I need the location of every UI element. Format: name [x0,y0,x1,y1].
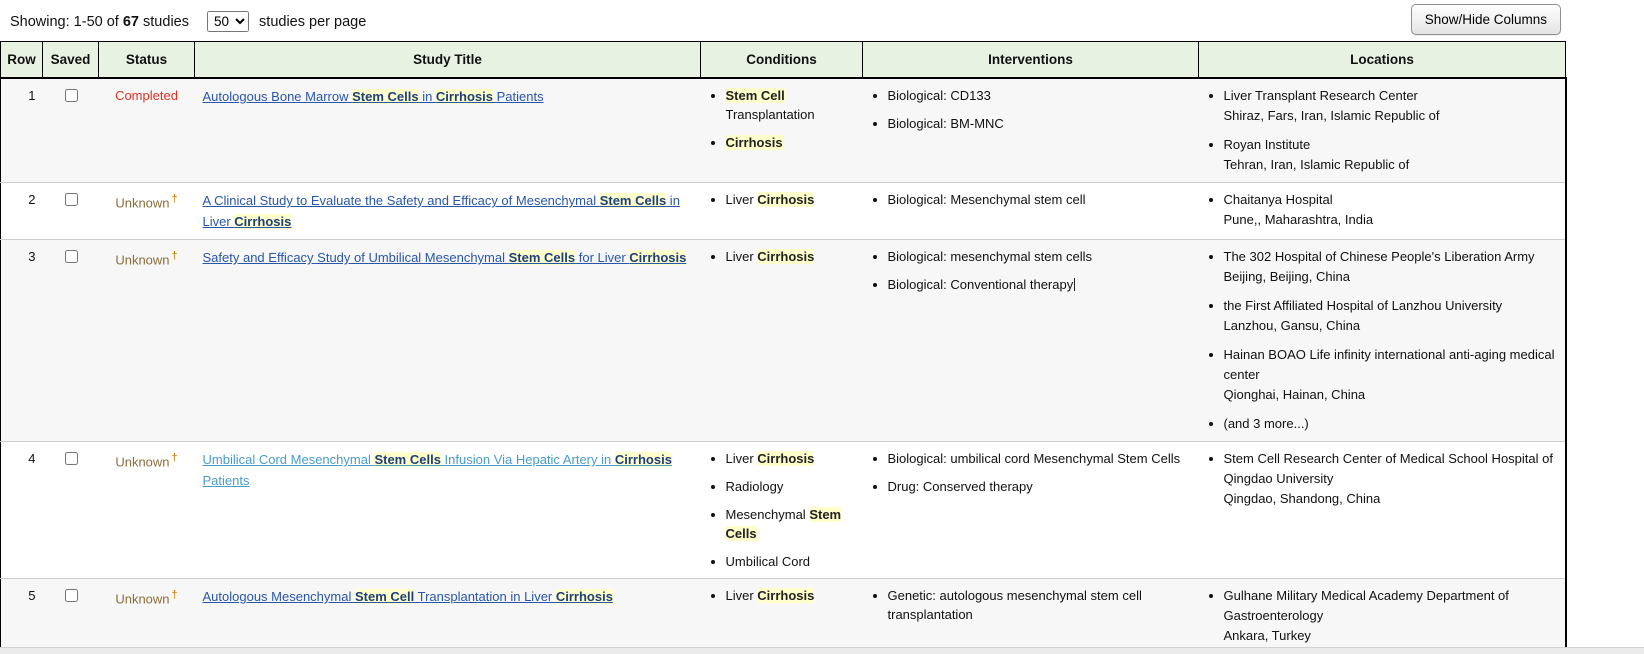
intervention-item: • Biological: Conventional therapy [888,275,1191,294]
total-studies-count: 67 [122,14,139,30]
locations-cell [1199,183,1566,240]
per-page-label: studies per page [259,14,367,30]
status-badge: Unknown [115,454,170,470]
text-segment: for Liver [575,250,630,265]
highlighted-term: Stem Cells [352,89,419,104]
interventions-list [871,586,1191,624]
header-locations: Locations [1199,42,1566,79]
highlighted-term: Stem Cells [374,452,441,467]
location-item [1224,247,1557,287]
text-segment: Umbilical Cord Mesenchymal [202,452,375,467]
highlighted-term: Cirrhosis [555,589,613,604]
status-cell [99,183,195,240]
status-dagger: † [171,452,178,464]
study-title-cell [195,442,701,579]
table-header-row [1,42,1566,79]
status-badge: Unknown [115,195,170,211]
conditions-list [709,586,855,605]
highlighted-term: Cirrhosis [629,250,687,265]
condition-item [726,477,855,496]
study-title-link[interactable] [203,452,672,488]
locations-list [1207,190,1557,230]
highlighted-term: Stem Cell [354,589,415,604]
intervention-item: • Genetic: autologous mesenchymal stem cell transplantation [888,586,1191,624]
locations-cell [1199,579,1566,654]
text-cursor [1074,278,1075,291]
location-name: • Chaitanya Hospital [1223,192,1333,207]
highlighted-term: Cirrhosis [435,89,493,104]
status-cell [99,579,195,654]
show-hide-columns-button[interactable]: Show/Hide Columns [1411,4,1561,35]
row-number-cell: 3 [1,240,43,442]
saved-cell [43,183,99,240]
text-segment: Umbilical Cord [725,554,811,569]
study-title-cell [195,183,701,240]
saved-checkbox[interactable] [65,89,78,102]
status-badge: Completed [115,88,178,103]
study-title-cell [195,78,701,183]
header-conditions: Conditions [701,42,863,79]
intervention-item: • Biological: Mesenchymal stem cell [888,190,1191,209]
condition-item [726,86,855,124]
status-dagger: † [171,193,178,205]
highlighted-term: Stem Cell [725,88,785,103]
conditions-cell [701,78,863,183]
table-row [1,240,1566,442]
row-number-cell: 4 [1,442,43,579]
location-name: • Hainan BOAO Life infinity international anti-aging medical center [1223,347,1555,382]
location-place: Qingdao, Shandong, China [1223,491,1381,506]
location-place: Ankara, Turkey [1223,628,1311,643]
locations-cell [1199,442,1566,579]
intervention-item: • Biological: mesenchymal stem cells [888,247,1191,266]
text-segment: Patients [202,473,250,488]
conditions-cell [701,442,863,579]
status-badge: Unknown [115,252,170,268]
location-place: Beijing, Beijing, China [1223,269,1350,284]
text-segment: Patients [493,89,544,104]
interventions-list [871,86,1191,133]
interventions-list [871,247,1191,294]
location-name: • Royan Institute [1223,137,1311,152]
saved-cell [43,240,99,442]
location-item [1224,586,1557,646]
intervention-item: • Biological: BM-MNC [888,114,1191,133]
interventions-list [871,190,1191,209]
row-number-cell: 1 [1,78,43,183]
location-name: • the First Affiliated Hospital of Lanzhou University [1223,298,1503,313]
interventions-cell [863,579,1199,654]
saved-checkbox[interactable] [65,193,78,206]
location-place: Lanzhou, Gansu, China [1223,318,1361,333]
highlighted-term: Cirrhosis [234,214,292,229]
location-item [1224,345,1557,405]
location-item [1224,296,1557,336]
row-number-cell: 2 [1,183,43,240]
results-toolbar [0,0,1644,41]
study-title-cell [195,579,701,654]
text-segment: Radiology [725,479,784,494]
location-name: • Liver Transplant Research Center [1223,88,1418,103]
interventions-cell [863,78,1199,183]
table-row [1,442,1566,579]
condition-item [726,586,855,605]
showing-count-suffix: studies [143,14,189,30]
status-cell [99,78,195,183]
showing-count-prefix: Showing: 1-50 of [10,14,119,30]
highlighted-term: Stem Cells [725,507,842,541]
highlighted-term: Cirrhosis [725,135,783,150]
text-segment: Mesenchymal [725,507,810,522]
study-title-cell [195,240,701,442]
studies-table [0,41,1567,654]
highlighted-term: Cirrhosis [757,192,815,207]
location-name: • The 302 Hospital of Chinese People's Liberation Army [1223,249,1535,264]
conditions-list [709,449,855,571]
text-segment: A Clinical Study to Evaluate the Safety and Efficacy of Mesenchymal [202,193,600,208]
locations-list [1207,247,1557,434]
table-row [1,78,1566,183]
locations-cell [1199,240,1566,442]
location-name: • Gulhane Military Medical Academy Department of Gastroenterology [1223,588,1509,623]
study-title-link[interactable] [203,589,613,604]
conditions-list [709,247,855,266]
locations-list [1207,86,1557,175]
saved-checkbox[interactable] [65,589,78,602]
study-title-link[interactable] [203,89,544,104]
location-place: Tehran, Iran, Islamic Republic of [1223,157,1410,172]
text-segment: Liver [725,451,758,466]
text-segment: Transplantation in Liver [414,589,556,604]
conditions-list [709,86,855,152]
interventions-cell [863,183,1199,240]
row-number-cell: 5 [1,579,43,654]
text-segment: Liver [725,192,758,207]
text-segment: Autologous Mesenchymal [202,589,355,604]
highlighted-term: Cirrhosis [614,452,672,467]
status-cell [99,442,195,579]
highlighted-term: Stem Cells [508,250,576,265]
locations-list [1207,449,1557,509]
study-title-link[interactable] [203,193,680,229]
condition-item [726,190,855,209]
horizontal-scrollbar[interactable] [0,647,1644,654]
saved-cell [43,78,99,183]
status-dagger: † [171,250,178,262]
table-row [1,183,1566,240]
location-place: Qionghai, Hainan, China [1223,387,1366,402]
condition-item [726,552,855,571]
saved-cell [43,442,99,579]
conditions-list [709,190,855,209]
intervention-item: • Biological: umbilical cord Mesenchymal Stem Cells [888,449,1191,468]
condition-item [726,449,855,468]
saved-cell [43,579,99,654]
header-interventions: Interventions [863,42,1199,79]
text-segment: in Liver [202,193,680,229]
text-segment: Transplantation [725,107,815,122]
studies-per-page-select[interactable] [207,11,249,32]
location-item [1224,414,1557,434]
status-dagger: † [171,589,178,601]
highlighted-term: Cirrhosis [757,249,815,264]
header-row: Row [1,42,43,79]
conditions-cell [701,183,863,240]
text-segment: Liver [725,249,758,264]
saved-checkbox[interactable] [65,452,78,465]
text-segment: Safety and Efficacy Study of Umbilical Mesenchymal [202,250,509,265]
highlighted-term: Cirrhosis [757,451,815,466]
status-cell [99,240,195,442]
location-item [1224,190,1557,230]
condition-item [726,247,855,266]
highlighted-term: Cirrhosis [757,588,815,603]
locations-cell [1199,78,1566,183]
location-item [1224,135,1557,175]
location-name: • (and 3 more...) [1223,416,1309,431]
header-status: Status [99,42,195,79]
header-saved: Saved [43,42,99,79]
saved-checkbox[interactable] [65,250,78,263]
locations-list [1207,586,1557,646]
study-title-link[interactable] [203,250,687,265]
interventions-cell [863,240,1199,442]
table-row [1,579,1566,654]
location-item [1224,449,1557,509]
location-name: • Stem Cell Research Center of Medical School Hospital of Qingdao University [1223,451,1553,486]
status-badge: Unknown [115,591,170,607]
conditions-cell [701,579,863,654]
location-item [1224,86,1557,126]
intervention-item: • Drug: Conserved therapy [888,477,1191,496]
text-segment: Infusion Via Hepatic Artery in [440,452,615,467]
header-study-title: Study Title [195,42,701,79]
highlighted-term: Stem Cells [599,193,667,208]
interventions-list [871,449,1191,496]
conditions-cell [701,240,863,442]
location-place: Pune,, Maharashtra, India [1223,212,1374,227]
condition-item [726,505,855,543]
condition-item [726,133,855,152]
text-segment: in [418,89,436,104]
location-place: Shiraz, Fars, Iran, Islamic Republic of [1223,108,1440,123]
interventions-cell [863,442,1199,579]
text-segment: Liver [725,588,758,603]
intervention-item: • Biological: CD133 [888,86,1191,105]
text-segment: Autologous Bone Marrow [202,89,353,104]
